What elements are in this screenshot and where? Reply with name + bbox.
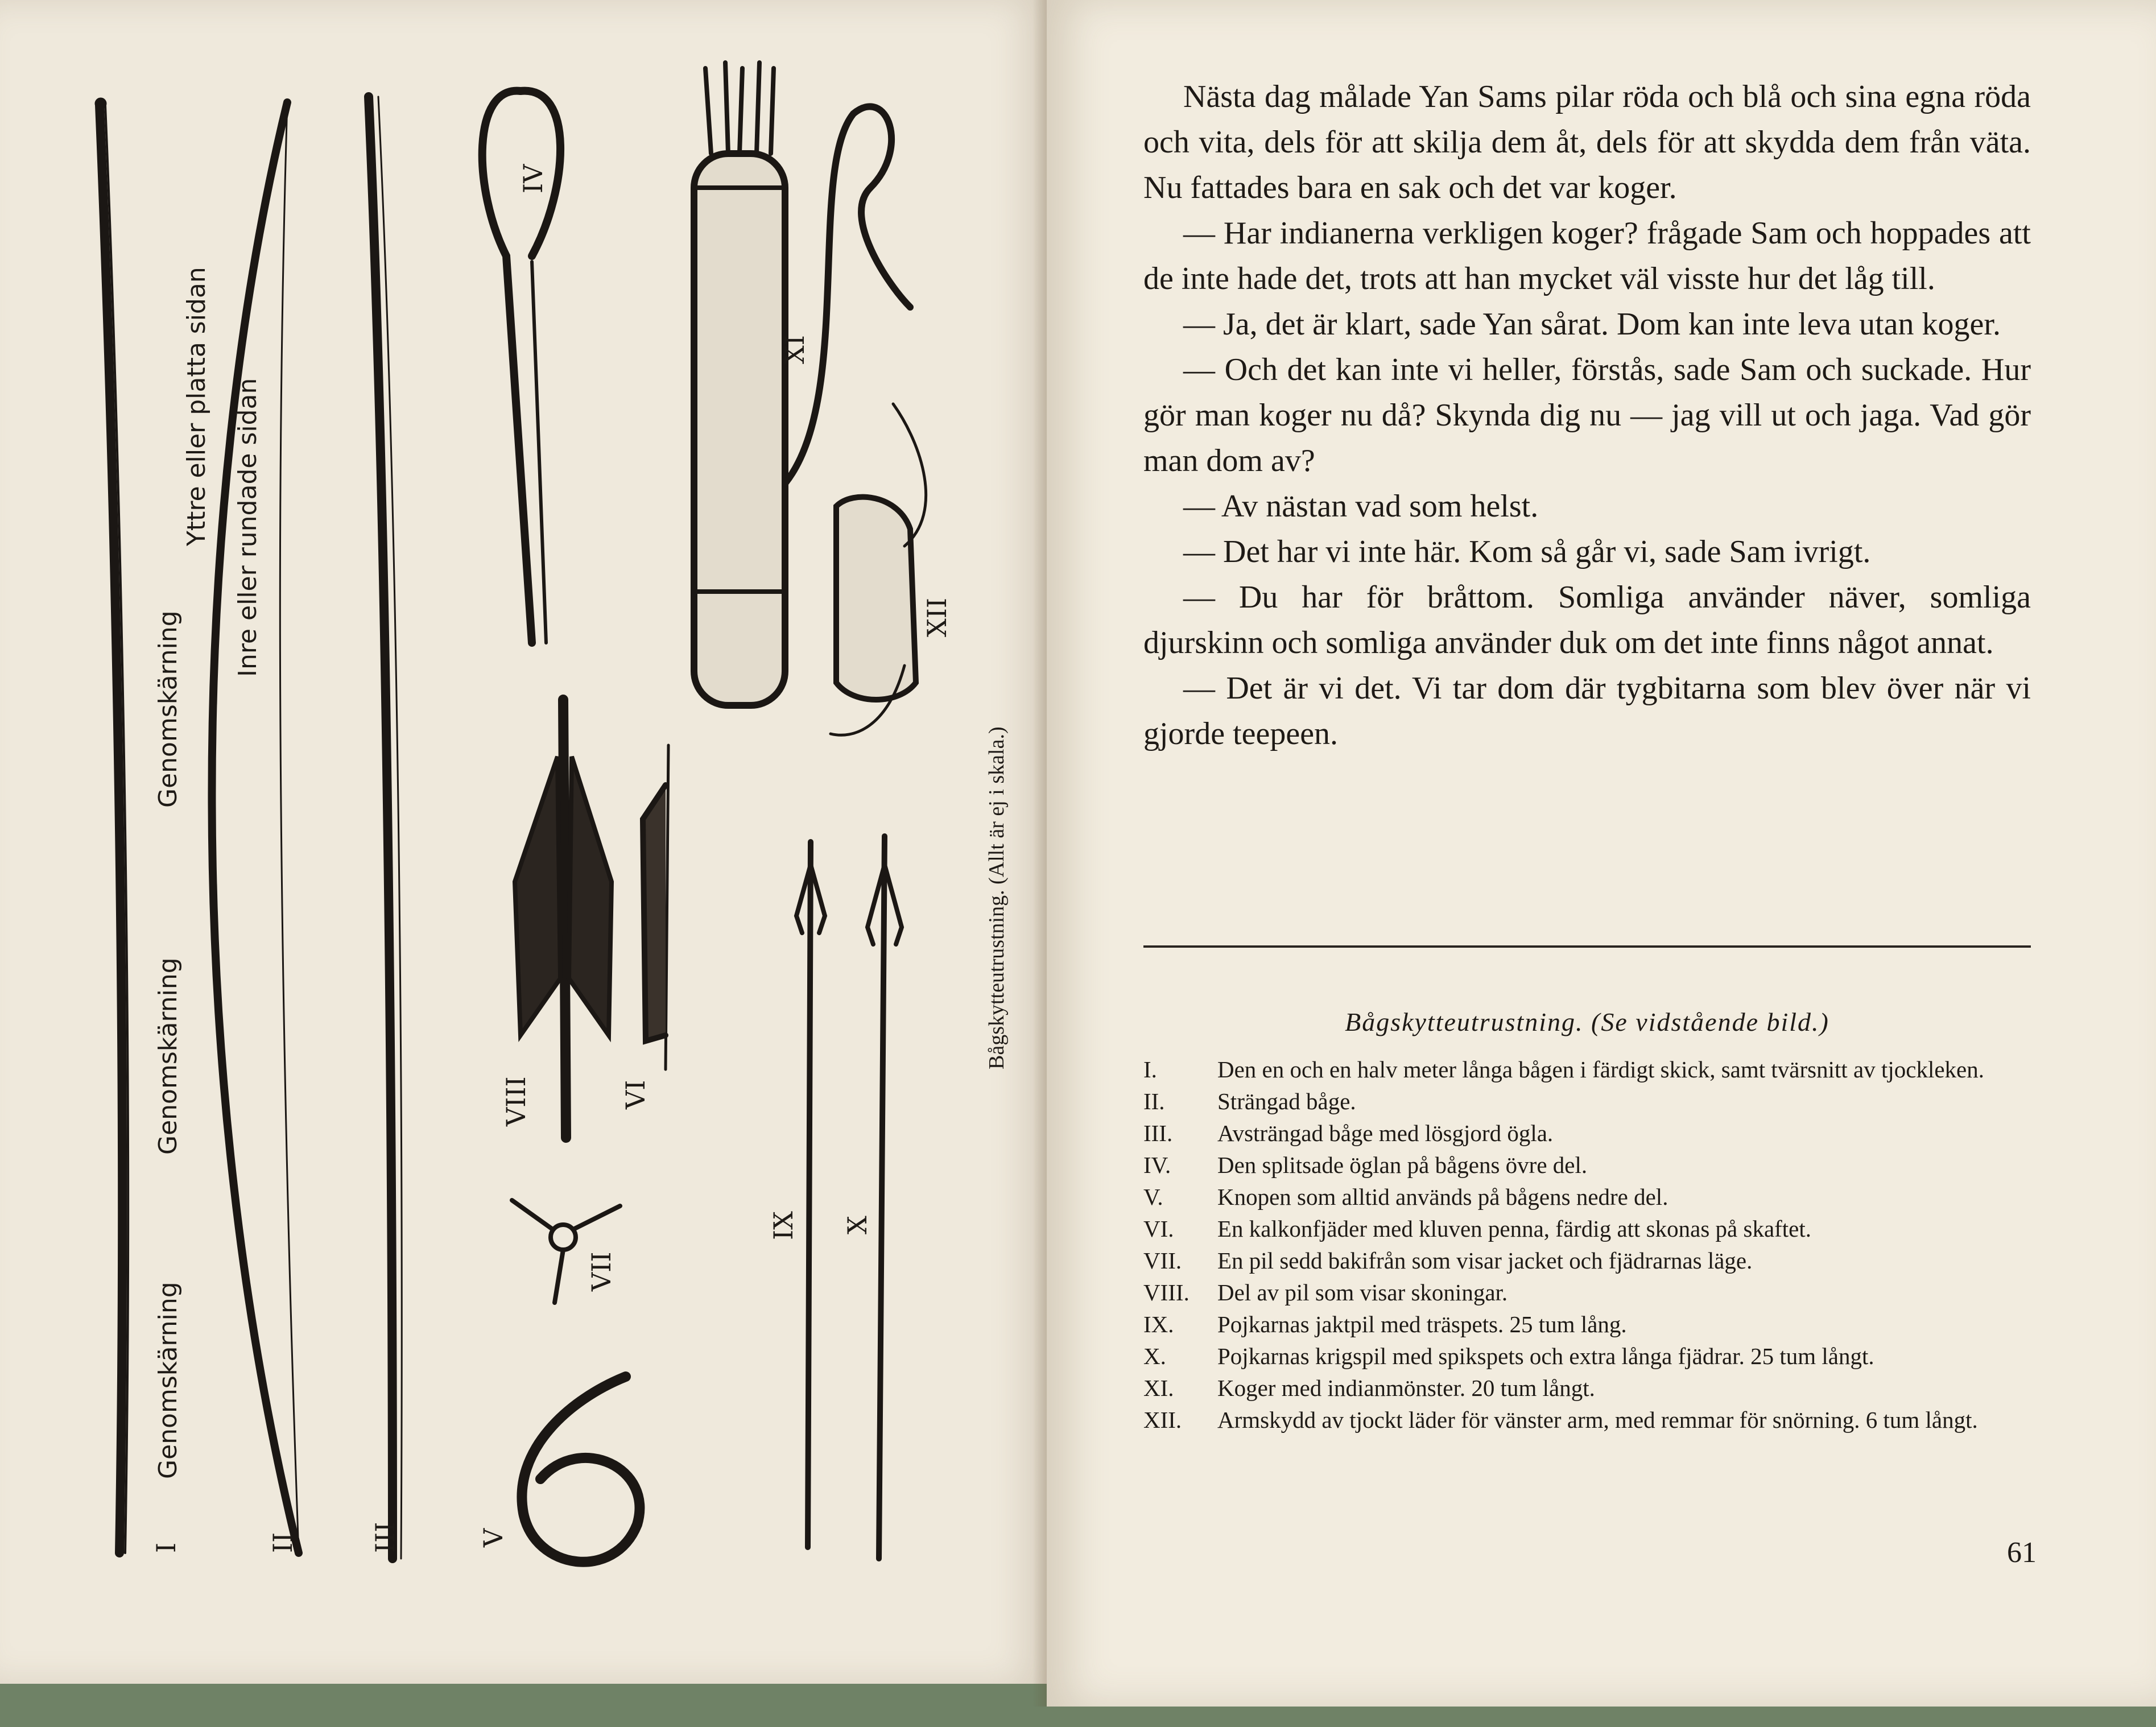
caption-text: Avsträngad båge med lösgjord ögla. bbox=[1217, 1120, 1554, 1146]
war-arrow-drawing bbox=[868, 836, 902, 1559]
paragraph: — Det har vi inte här. Kom så går vi, sade Sam ivrigt. bbox=[1183, 534, 1871, 569]
cross-section-label-2: Genomskärning bbox=[154, 957, 183, 1155]
caption-item bbox=[1143, 1245, 2037, 1276]
paragraph: — Du har för bråttom. Somliga använder näver, somliga djurskinn och somliga använder duk om det inte finns något annat. bbox=[1143, 580, 2031, 660]
numeral-vi: VI bbox=[620, 1080, 651, 1109]
caption-number: XII. bbox=[1143, 1407, 1182, 1433]
page-number: 61 bbox=[2007, 1536, 2037, 1569]
caption-number: II. bbox=[1143, 1088, 1165, 1114]
caption-text: Den splitsade öglan på bågens övre del. bbox=[1217, 1152, 1588, 1178]
bow-strung-drawing bbox=[212, 102, 299, 1553]
paragraph: Nästa dag målade Yan Sams pilar röda och blå och sina egna röda och vita, dels för att skilja dem åt, dels för att skydda dem från väta. Nu fattades bara en sak och det var koger. bbox=[1143, 79, 2031, 205]
caption-number: III. bbox=[1143, 1120, 1173, 1146]
caption-text: Pojkarnas jaktpil med träspets. 25 tum lång. bbox=[1217, 1311, 1627, 1337]
caption-text: Knopen som alltid används på bågens nedre del. bbox=[1217, 1184, 1668, 1210]
arm-guard-drawing bbox=[831, 404, 926, 735]
caption-item bbox=[1143, 1149, 2037, 1181]
bow-finished-drawing bbox=[95, 98, 128, 1553]
body-text bbox=[1143, 74, 2031, 757]
knot-drawing bbox=[522, 1377, 639, 1562]
cross-section-label-1: Genomskärning bbox=[154, 1282, 183, 1479]
numeral-ix: IX bbox=[768, 1211, 799, 1240]
numeral-ii: II bbox=[267, 1532, 298, 1553]
numeral-iii: III bbox=[370, 1522, 400, 1553]
caption-text: Strängad båge. bbox=[1217, 1088, 1356, 1114]
caption-text: Armskydd av tjockt läder för vänster arm, med remmar för snörning. 6 tum långt. bbox=[1217, 1407, 1978, 1433]
numeral-i: I bbox=[151, 1542, 181, 1553]
caption-item bbox=[1143, 1340, 2037, 1372]
caption-title: Bågskytteutrustning. (Se vidstående bild.) bbox=[1345, 1007, 1829, 1036]
caption-item bbox=[1143, 1308, 2037, 1340]
caption-list bbox=[1143, 1053, 2037, 1436]
caption-number: X. bbox=[1143, 1343, 1166, 1369]
paragraph: — Av nästan vad som helst. bbox=[1183, 489, 1539, 524]
caption-item bbox=[1143, 1372, 2037, 1404]
caption-item bbox=[1143, 1117, 2037, 1149]
caption-item bbox=[1143, 1404, 2037, 1436]
caption-number: VII. bbox=[1143, 1247, 1182, 1274]
caption-number: V. bbox=[1143, 1184, 1163, 1210]
figure-caption: Bågskytteutrustning. (Allt är ej i skala.) bbox=[985, 726, 1009, 1069]
caption-item bbox=[1143, 1213, 2037, 1245]
caption-number: IV. bbox=[1143, 1152, 1171, 1178]
numeral-iv: IV bbox=[518, 164, 548, 193]
caption-item bbox=[1143, 1276, 2037, 1308]
caption-text: En pil sedd bakifrån som visar jacket och fjädrarnas läge. bbox=[1217, 1247, 1753, 1274]
paragraph: — Det är vi det. Vi tar dom där tygbitarna som blev över när vi gjorde teepeen. bbox=[1143, 671, 2031, 751]
caption-item bbox=[1143, 1053, 2037, 1085]
section-divider bbox=[1143, 945, 2031, 948]
paragraph: — Har indianerna verkligen koger? frågade Sam och hoppades att de inte hade det, trots att han mycket väl visste hur det låg till. bbox=[1143, 216, 2031, 296]
caption-item bbox=[1143, 1085, 2037, 1117]
paragraph: — Och det kan inte vi heller, förstås, sade Sam och suckade. Hur gör man koger nu då? Skynda dig nu — jag vill ut och jaga. Vad gör man dom av? bbox=[1143, 352, 2031, 478]
caption-number: I. bbox=[1143, 1056, 1157, 1083]
hunting-arrow-drawing bbox=[796, 842, 825, 1547]
caption-text: Den en och en halv meter långa bågen i färdigt skick, samt tvärsnitt av tjockleken. bbox=[1217, 1056, 1984, 1083]
numeral-xi: XI bbox=[779, 335, 810, 364]
left-page bbox=[0, 0, 1047, 1684]
caption-text: Pojkarnas krigspil med spikspets och extra långa fjädrar. 25 tum långt. bbox=[1217, 1343, 1874, 1369]
numeral-xii: XII bbox=[922, 597, 952, 637]
caption-text: En kalkonfjäder med kluven penna, färdig att skonas på skaftet. bbox=[1217, 1216, 1812, 1242]
outer-side-label: Yttre eller platta sidan bbox=[182, 267, 211, 546]
bow-unstrung-drawing bbox=[368, 97, 402, 1559]
numeral-v: V bbox=[478, 1528, 509, 1547]
caption-number: VIII. bbox=[1143, 1279, 1189, 1305]
caption-text: Del av pil som visar skoningar. bbox=[1217, 1279, 1508, 1305]
caption-number: IX. bbox=[1143, 1311, 1174, 1337]
cross-section-label-3: Genomskärning bbox=[154, 610, 183, 808]
caption-item bbox=[1143, 1181, 2037, 1213]
turkey-feather-drawing bbox=[643, 745, 668, 1069]
inner-side-label: Inre eller rundade sidan bbox=[233, 378, 262, 677]
caption-number: VI. bbox=[1143, 1216, 1174, 1242]
paragraph: — Ja, det är klart, sade Yan sårat. Dom kan inte leva utan koger. bbox=[1183, 307, 2001, 342]
caption-text: Koger med indianmönster. 20 tum långt. bbox=[1217, 1375, 1595, 1401]
numeral-x: X bbox=[842, 1216, 873, 1234]
numeral-viii: VIII bbox=[501, 1076, 531, 1126]
caption-number: XI. bbox=[1143, 1375, 1174, 1401]
arrow-fletching-drawing bbox=[515, 700, 612, 1138]
numeral-vii: VII bbox=[586, 1251, 617, 1291]
